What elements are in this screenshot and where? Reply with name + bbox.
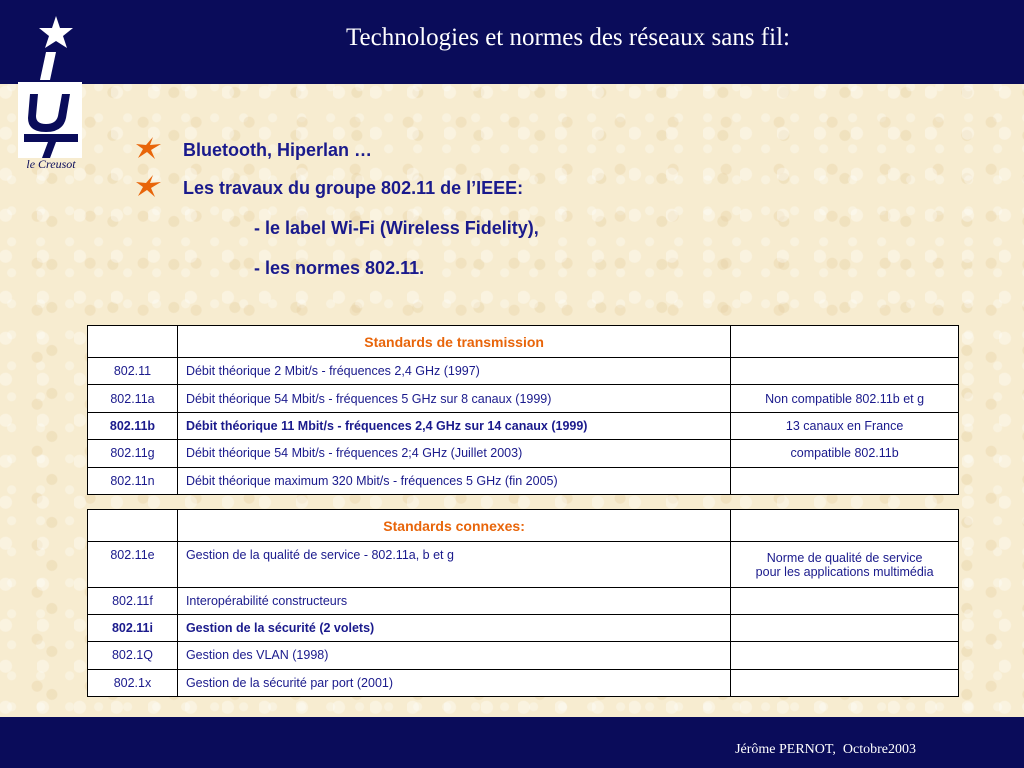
table-row xyxy=(88,440,959,467)
description-cell: Débit théorique 2 Mbit/s - fréquences 2,4 GHz (1997) xyxy=(177,358,730,385)
description-cell: Débit théorique 11 Mbit/s - fréquences 2,4 GHz sur 14 canaux (1999) xyxy=(177,412,730,439)
description-cell: Interopérabilité constructeurs xyxy=(177,588,730,615)
table-row xyxy=(88,588,959,615)
footer-bar xyxy=(0,717,1024,768)
sub-item-wifi-label: - le label Wi-Fi (Wireless Fidelity), xyxy=(254,218,539,238)
norm-cell: 802.11i xyxy=(88,615,178,642)
description-cell: Débit théorique 54 Mbit/s - fréquences 5 GHz sur 8 canaux (1999) xyxy=(177,385,730,412)
note-cell xyxy=(731,467,959,494)
table-header-row xyxy=(88,510,959,542)
table-cell xyxy=(88,510,178,542)
note-cell xyxy=(731,358,959,385)
sub-item-802-11-norms: - les normes 802.11. xyxy=(254,258,425,278)
table-cell xyxy=(88,326,178,358)
note-cell: 13 canaux en France xyxy=(731,412,959,439)
table-cell xyxy=(731,326,959,358)
table-row xyxy=(88,358,959,385)
note-line: Norme de qualité de service xyxy=(766,550,923,565)
table-row xyxy=(88,615,959,642)
table-row xyxy=(88,642,959,669)
note-cell xyxy=(731,615,959,642)
note-cell xyxy=(731,669,959,696)
norm-cell: 802.1x xyxy=(88,669,178,696)
table-row xyxy=(88,412,959,439)
table-title: Standards connexes: xyxy=(177,510,730,542)
note-line: pour les applications multimédia xyxy=(755,564,934,579)
norm-cell: 802.11b xyxy=(88,412,178,439)
description-cell: Gestion de la sécurité par port (2001) xyxy=(177,669,730,696)
iut-logo-graphic xyxy=(16,12,86,162)
description-cell: Gestion des VLAN (1998) xyxy=(177,642,730,669)
norm-cell: 802.11e xyxy=(88,542,178,588)
related-standards-table xyxy=(87,509,959,697)
slide-title: Technologies et normes des réseaux sans fil: xyxy=(346,24,790,51)
orange-star-icon xyxy=(136,174,162,198)
header-bar xyxy=(0,0,1024,84)
norm-cell: 802.1Q xyxy=(88,642,178,669)
note-cell xyxy=(731,588,959,615)
norm-cell: 802.11n xyxy=(88,467,178,494)
table-row xyxy=(88,467,959,494)
note-cell xyxy=(731,642,959,669)
note-cell xyxy=(731,542,959,588)
table-row xyxy=(88,385,959,412)
note-cell: Non compatible 802.11b et g xyxy=(731,385,959,412)
table-header-row xyxy=(88,326,959,358)
footer-author-date: Jérôme PERNOT, Octobre2003 xyxy=(735,742,916,757)
description-cell: Débit théorique maximum 320 Mbit/s - fréquences 5 GHz (fin 2005) xyxy=(177,467,730,494)
norm-cell: 802.11g xyxy=(88,440,178,467)
note-cell: compatible 802.11b xyxy=(731,440,959,467)
description-cell: Gestion de la qualité de service - 802.11a, b et g xyxy=(177,542,730,588)
bullet-text: Les travaux du groupe 802.11 de l’IEEE: xyxy=(183,178,524,198)
description-cell: Gestion de la sécurité (2 volets) xyxy=(177,615,730,642)
orange-star-icon xyxy=(136,136,162,160)
table-row xyxy=(88,542,959,588)
bullet-text: Bluetooth, Hiperlan … xyxy=(183,140,372,160)
iut-logo xyxy=(16,12,86,172)
transmission-standards-table xyxy=(87,325,959,495)
norm-cell: 802.11a xyxy=(88,385,178,412)
table-cell xyxy=(731,510,959,542)
description-cell: Débit théorique 54 Mbit/s - fréquences 2;4 GHz (Juillet 2003) xyxy=(177,440,730,467)
logo-letter-i-icon xyxy=(40,52,56,80)
logo-star-icon xyxy=(39,16,73,48)
table-row xyxy=(88,669,959,696)
norm-cell: 802.11 xyxy=(88,358,178,385)
table-title: Standards de transmission xyxy=(177,326,730,358)
norm-cell: 802.11f xyxy=(88,588,178,615)
logo-caption: le Creusot xyxy=(26,157,76,171)
